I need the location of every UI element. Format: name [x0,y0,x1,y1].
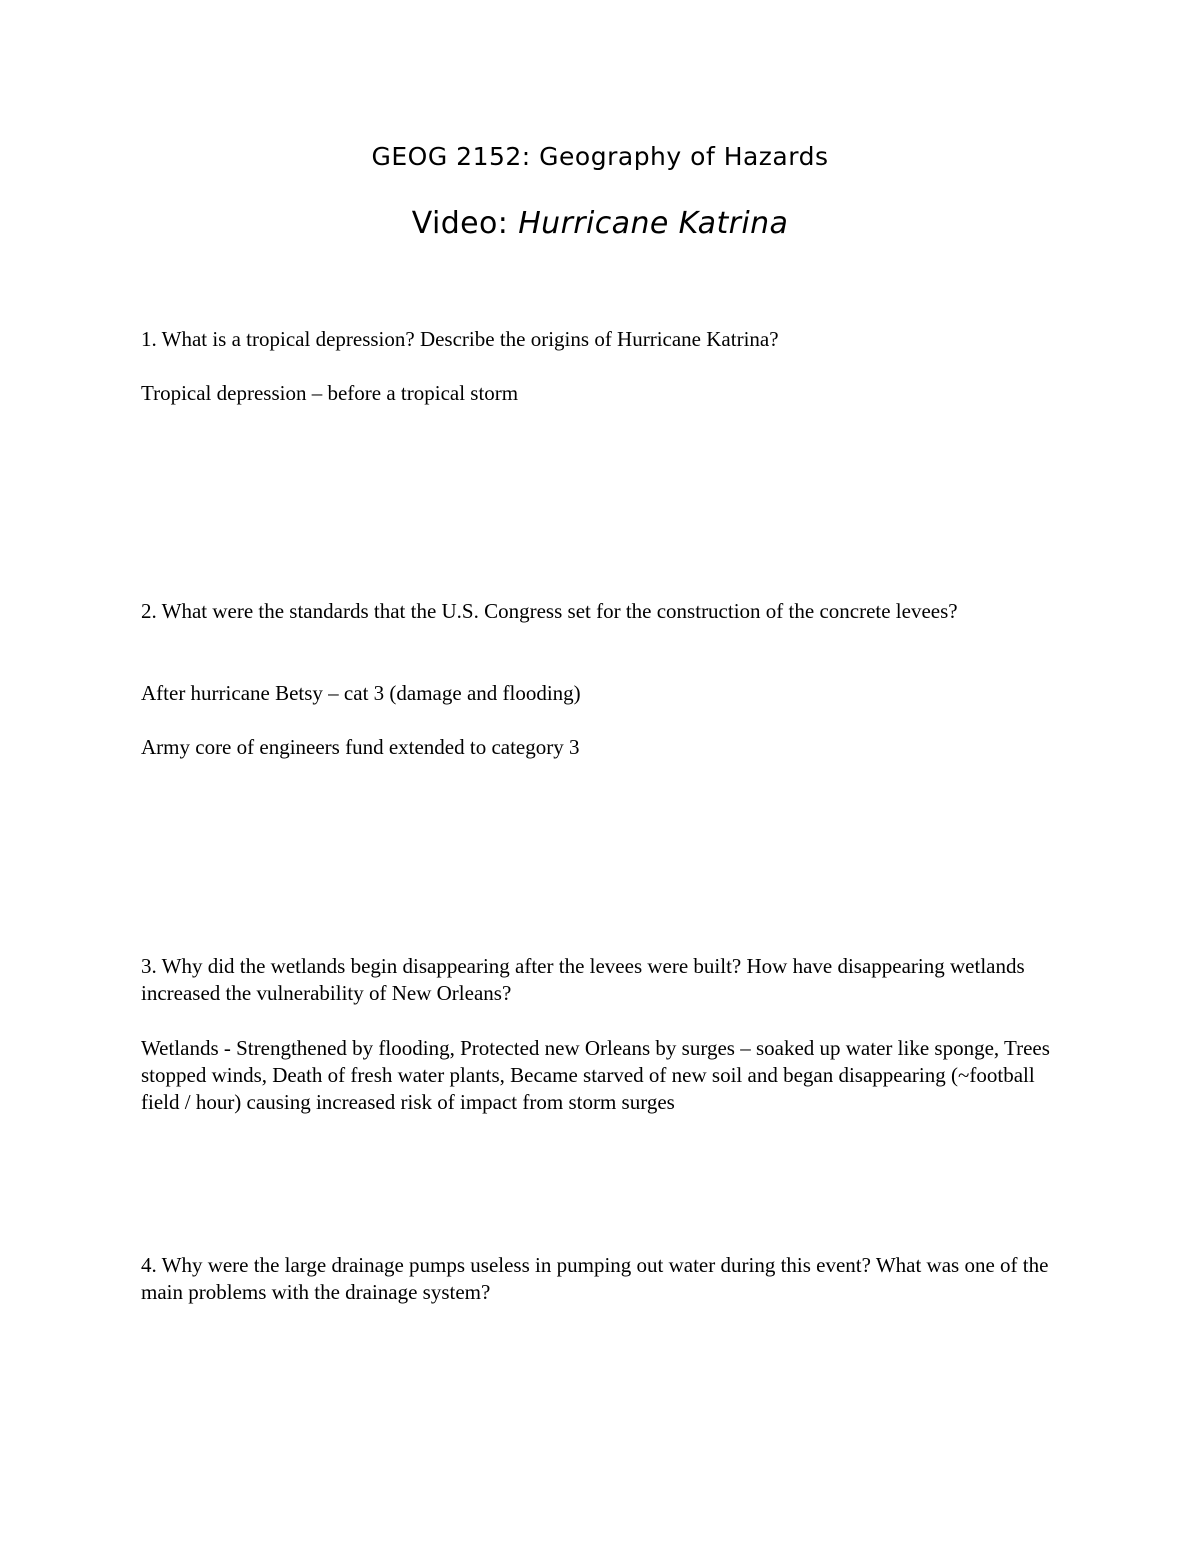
question-3: 3. Why did the wetlands begin disappearing after the levees were built? How have disappearing wetlands increased the vulnerability of New Orleans? [141,954,1025,1005]
video-heading [0,204,1200,244]
video-heading-prefix: Video: [411,206,519,241]
answer-2-line-2: Army core of engineers fund extended to category 3 [141,735,580,759]
answer-2-line-1: After hurricane Betsy – cat 3 (damage and flooding) [141,681,581,705]
question-1: 1. What is a tropical depression? Describe the origins of Hurricane Katrina? [141,327,779,351]
course-title: GEOG 2152: Geography of Hazards [371,142,829,171]
video-heading-title: Hurricane Katrina [518,206,789,241]
answer-3: Wetlands - Strengthened by flooding, Protected new Orleans by surges – soaked up water like sponge, Trees stopped winds, Death of fresh water plants, Became starved of new soil and began disappearing (~football field / hour) causing increased risk of impact from storm surges [141,1036,1050,1114]
question-4: 4. Why were the large drainage pumps useless in pumping out water during this event? What was one of the main problems with the drainage system? [141,1253,1049,1304]
question-2: 2. What were the standards that the U.S. Congress set for the construction of the concrete levees? [141,599,958,623]
answer-1: Tropical depression – before a tropical storm [141,381,519,405]
